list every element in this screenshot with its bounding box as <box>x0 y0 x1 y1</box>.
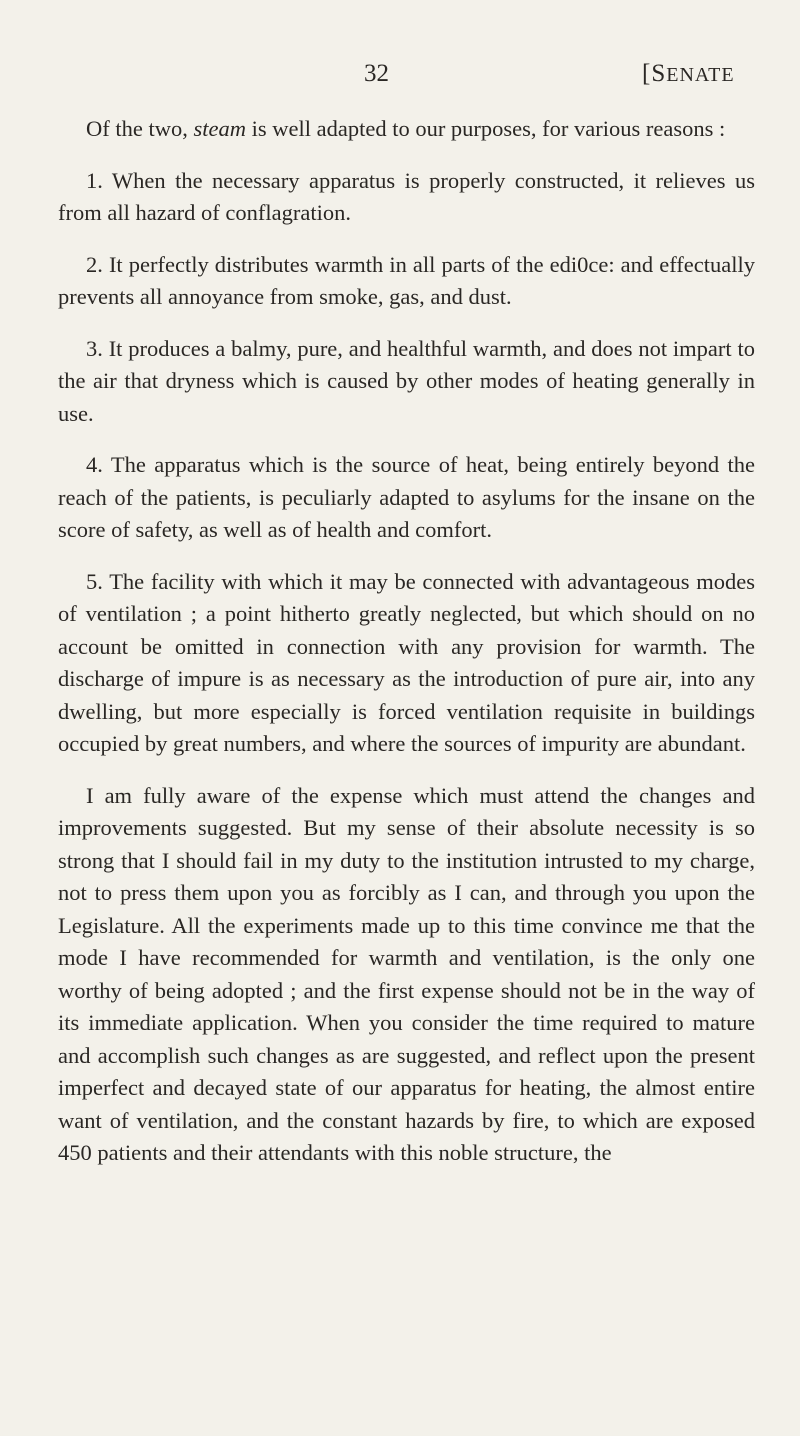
page-number: 32 <box>364 60 389 87</box>
paragraph-2: 2. It perfectly distributes warmth in all parts of the edi0ce: and effectually prevents all annoyance from smoke, gas, and dust. <box>58 251 755 309</box>
paragraph-4: 4. The apparatus which is the source of heat, being entirely beyond the reach of the patients, is peculiarly adapted to asylums for the insane on the score of safety, as well as of health and comfort. <box>58 452 755 542</box>
paragraph-3: 3. It produces a balmy, pure, and healthful warmth, and does not impart to the air that dryness which is caused by other modes of heating generally in use. <box>58 335 755 426</box>
page-header <box>0 60 800 96</box>
running-head-bracket: [ <box>642 60 652 87</box>
emphasis-steam: steam <box>193 116 246 141</box>
intro-paragraph: Of the two, steam is well adapted to our purposes, for various reasons : <box>86 116 726 141</box>
running-head-initial: S <box>651 60 667 87</box>
running-head <box>642 60 735 88</box>
paragraph-5: 5. The facility with which it may be connected with advantageous modes of ventilation ; a point hitherto greatly neglected, but which should on no account be omitted in connection with any provision for warmth. The discharge of impure is as necessary as the introduction of pure air, into any dwelling, but more especially is forced ventilation requisite in buildings occupied by great numbers, and where the sources of impurity are abundant. <box>58 568 755 756</box>
body-text <box>58 113 755 1189</box>
paragraph-6: I am fully aware of the expense which must attend the changes and improvements suggested. But my sense of their absolute necessity is so strong that I should fail in my duty to the institution intrusted to my charge, not to press them upon you as forcibly as I can, and through you upon the Legislature. All the experiments made up to this time convince me that the mode I have recommended for warmth and ventilation, is the only one worthy of being adopted ; and the first expense should not be in the way of its immediate application. When you consider the time required to mature and accomplish such changes as are suggested, and reflect upon the present imperfect and decayed state of our apparatus for heating, the almost entire want of ventilation, and the constant hazards by fire, to which are exposed 450 patients and their attendants with this noble structure, the <box>58 782 755 1165</box>
running-head-rest: ENATE <box>666 64 735 86</box>
paragraph-1: 1. When the necessary apparatus is properly constructed, it relieves us from all hazard of conflagration. <box>58 167 755 225</box>
